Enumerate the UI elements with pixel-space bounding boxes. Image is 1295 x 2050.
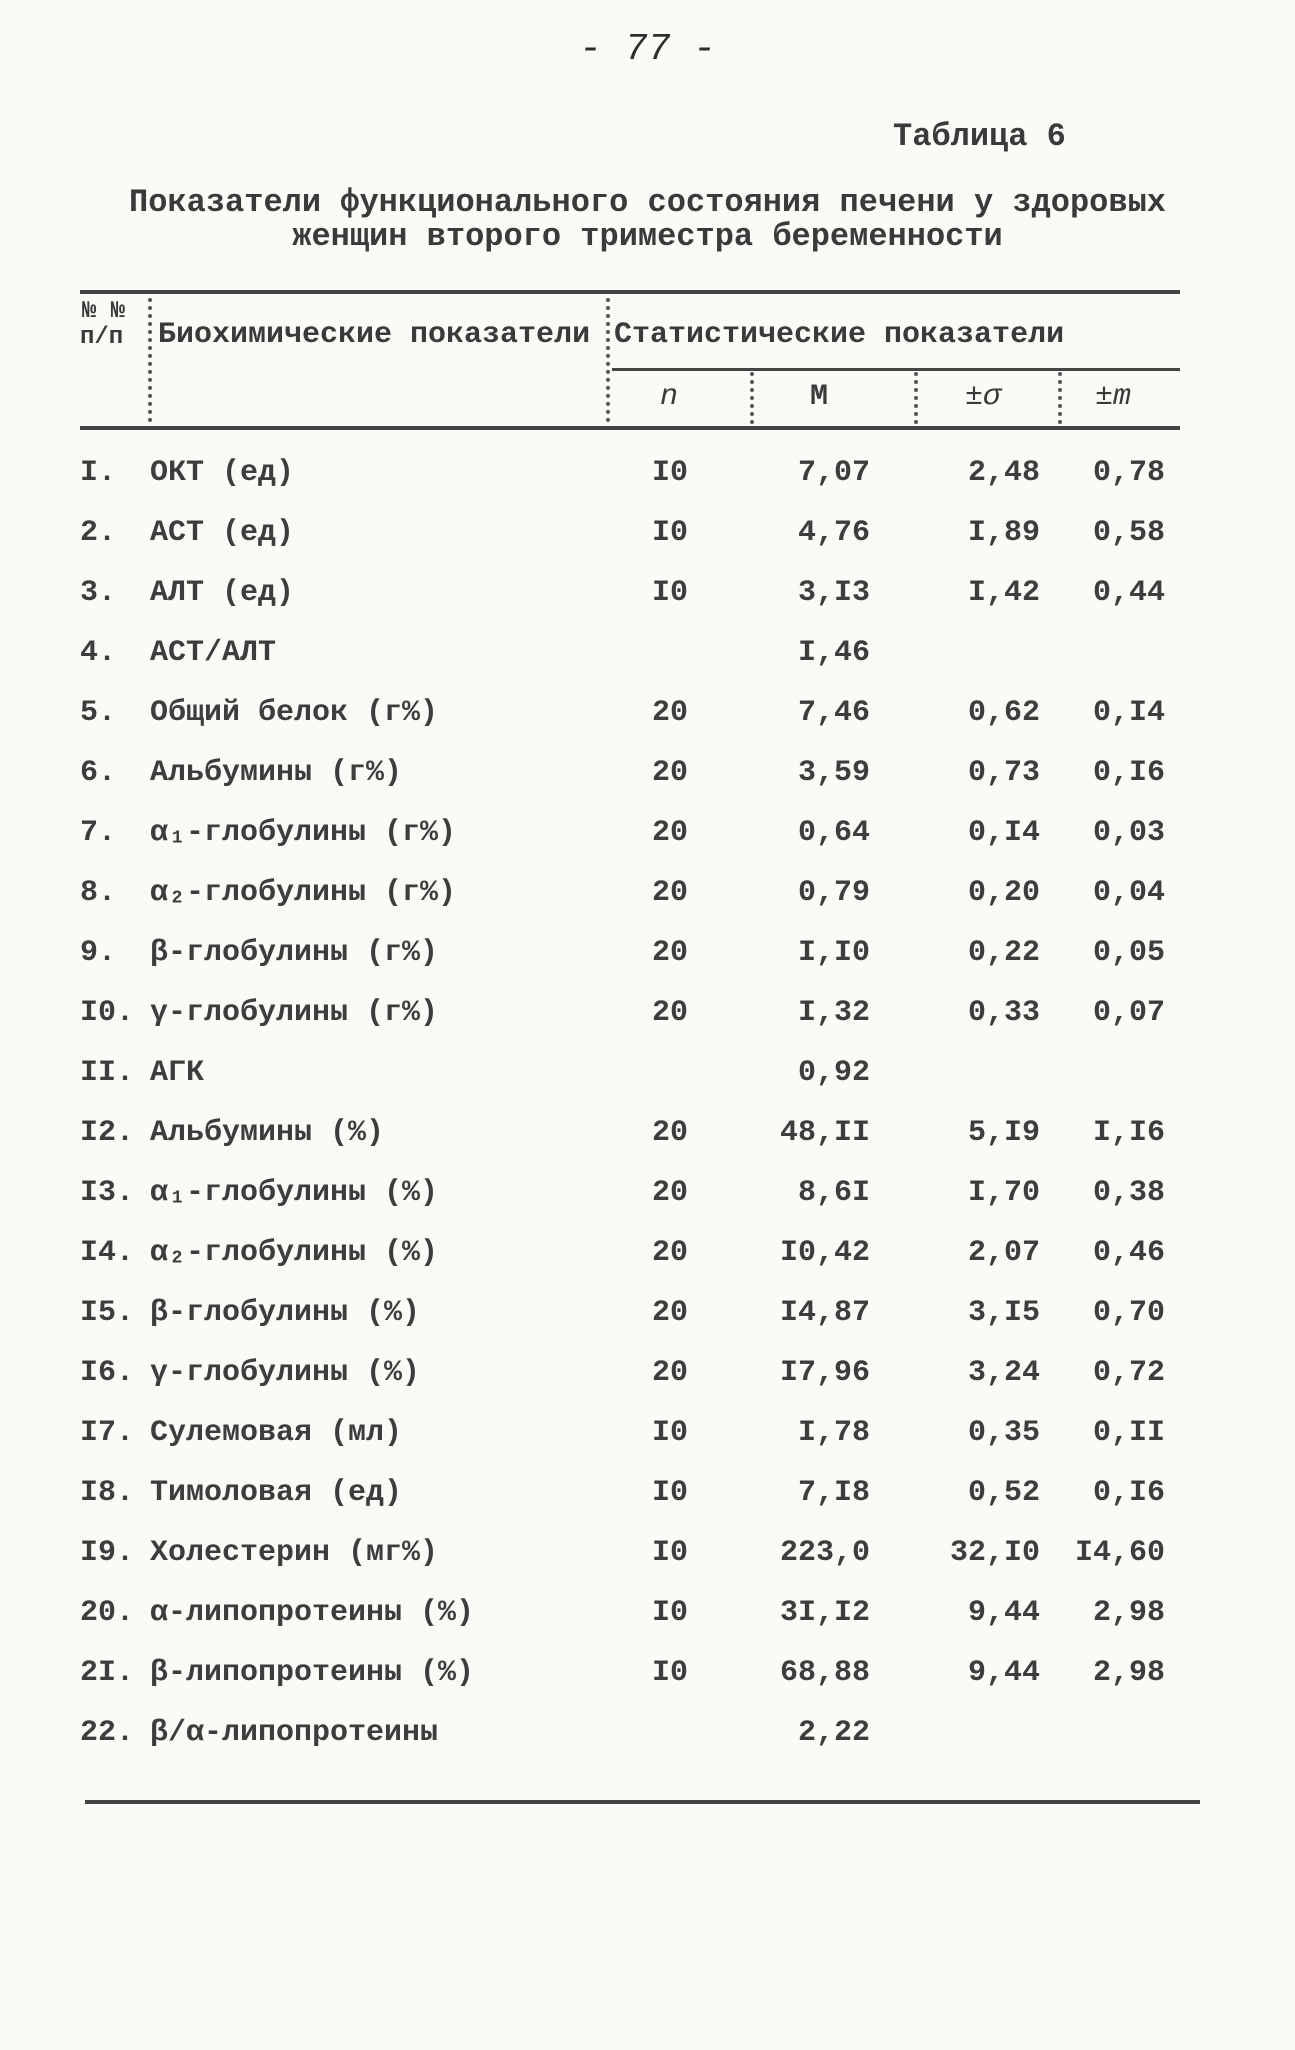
table-row bbox=[0, 936, 1295, 996]
row-sd: 0,20 bbox=[967, 876, 1040, 910]
table-row bbox=[0, 1596, 1295, 1656]
header-sd: ±σ bbox=[965, 380, 1002, 414]
row-sd: 0,73 bbox=[967, 756, 1040, 790]
row-n: 20 bbox=[651, 696, 688, 730]
row-number: 8. bbox=[80, 876, 117, 910]
row-sd: I,89 bbox=[967, 516, 1040, 550]
row-mean: 3,59 bbox=[797, 756, 870, 790]
row-indicator-name: АСТ (ед) bbox=[150, 516, 295, 550]
row-se: 0,05 bbox=[1092, 936, 1165, 970]
row-se: I4,60 bbox=[1074, 1536, 1165, 1570]
row-indicator-name: Холестерин (мг%) bbox=[150, 1536, 439, 1570]
row-number: I0. bbox=[80, 996, 135, 1030]
table-row bbox=[0, 456, 1295, 516]
row-sd: 0,33 bbox=[967, 996, 1040, 1030]
row-se: 0,78 bbox=[1092, 456, 1165, 490]
row-indicator-name: α-липопротеины (%) bbox=[150, 1596, 475, 1630]
row-se: 0,II bbox=[1092, 1416, 1165, 1450]
row-se: 2,98 bbox=[1092, 1596, 1165, 1630]
row-sd: 9,44 bbox=[967, 1656, 1040, 1690]
header-biochem: Биохимические показатели bbox=[158, 318, 591, 352]
table-row bbox=[0, 1416, 1295, 1476]
row-sd: 5,I9 bbox=[967, 1116, 1040, 1150]
row-indicator-name: ОКТ (ед) bbox=[150, 456, 295, 490]
table-row bbox=[0, 876, 1295, 936]
row-number: I7. bbox=[80, 1416, 135, 1450]
table-row bbox=[0, 1116, 1295, 1176]
row-se: 0,07 bbox=[1092, 996, 1165, 1030]
row-number: 22. bbox=[80, 1716, 135, 1750]
row-se: 0,I6 bbox=[1092, 1476, 1165, 1510]
row-number: 6. bbox=[80, 756, 117, 790]
table-row bbox=[0, 1536, 1295, 1596]
row-number: 20. bbox=[80, 1596, 135, 1630]
row-n: I0 bbox=[651, 1536, 688, 1570]
row-mean: 4,76 bbox=[797, 516, 870, 550]
row-n: 20 bbox=[651, 996, 688, 1030]
row-n: 20 bbox=[651, 936, 688, 970]
table-row bbox=[0, 1476, 1295, 1536]
row-mean: I,I0 bbox=[797, 936, 870, 970]
row-mean: 0,92 bbox=[797, 1056, 870, 1090]
row-n: 20 bbox=[651, 1116, 688, 1150]
row-indicator-name: Альбумины (%) bbox=[150, 1116, 385, 1150]
row-se: 0,I6 bbox=[1092, 756, 1165, 790]
row-indicator-name: β-глобулины (%) bbox=[150, 1296, 421, 1330]
row-number: 9. bbox=[80, 936, 117, 970]
row-sd: 9,44 bbox=[967, 1596, 1040, 1630]
row-se: 0,70 bbox=[1092, 1296, 1165, 1330]
row-number: I5. bbox=[80, 1296, 135, 1330]
row-se: 0,58 bbox=[1092, 516, 1165, 550]
row-mean: 7,I8 bbox=[797, 1476, 870, 1510]
row-indicator-name: β-глобулины (г%) bbox=[150, 936, 439, 970]
header-n: n bbox=[660, 380, 679, 414]
table-row bbox=[0, 516, 1295, 576]
table-row bbox=[0, 756, 1295, 816]
row-sd: 2,48 bbox=[967, 456, 1040, 490]
row-mean: 3,I3 bbox=[797, 576, 870, 610]
row-number: I3. bbox=[80, 1176, 135, 1210]
row-number: 4. bbox=[80, 636, 117, 670]
row-number: I8. bbox=[80, 1476, 135, 1510]
table-row bbox=[0, 1236, 1295, 1296]
row-indicator-name: β/α-липопротеины bbox=[150, 1716, 439, 1750]
row-mean: I4,87 bbox=[779, 1296, 870, 1330]
row-se: 0,I4 bbox=[1092, 696, 1165, 730]
row-mean: I0,42 bbox=[779, 1236, 870, 1270]
row-indicator-name: АЛТ (ед) bbox=[150, 576, 295, 610]
row-mean: I,78 bbox=[797, 1416, 870, 1450]
stat-group-rule bbox=[612, 368, 1180, 371]
row-se: 2,98 bbox=[1092, 1656, 1165, 1690]
row-indicator-name: β-липопротеины (%) bbox=[150, 1656, 475, 1690]
table-top-rule bbox=[80, 290, 1180, 294]
row-sd: 0,62 bbox=[967, 696, 1040, 730]
row-number: I6. bbox=[80, 1356, 135, 1390]
row-number: I. bbox=[80, 456, 117, 490]
row-sd: 0,35 bbox=[967, 1416, 1040, 1450]
table-title-line-1: Показатели функционального состояния печени у здоровых bbox=[129, 184, 1166, 221]
row-n: I0 bbox=[651, 456, 688, 490]
row-n: 20 bbox=[651, 876, 688, 910]
row-indicator-name: АСТ/АЛТ bbox=[150, 636, 277, 670]
header-se: ±m bbox=[1095, 380, 1132, 414]
row-n: I0 bbox=[651, 576, 688, 610]
row-number: I2. bbox=[80, 1116, 135, 1150]
row-number: II. bbox=[80, 1056, 135, 1090]
row-indicator-name: Альбумины (г%) bbox=[150, 756, 403, 790]
header-stat: Статистические показатели bbox=[614, 318, 1065, 352]
row-indicator-name: α₂-глобулины (г%) bbox=[150, 876, 457, 910]
row-indicator-name: АГК bbox=[150, 1056, 205, 1090]
row-sd: I,70 bbox=[967, 1176, 1040, 1210]
table-row bbox=[0, 996, 1295, 1056]
row-indicator-name: γ-глобулины (г%) bbox=[150, 996, 439, 1030]
row-se: 0,04 bbox=[1092, 876, 1165, 910]
table-row bbox=[0, 576, 1295, 636]
row-n: I0 bbox=[651, 1596, 688, 1630]
row-mean: 3I,I2 bbox=[779, 1596, 870, 1630]
header-num-line-2: п/п bbox=[80, 324, 124, 351]
row-mean: 8,6I bbox=[797, 1176, 870, 1210]
row-indicator-name: α₁-глобулины (г%) bbox=[150, 816, 457, 850]
row-mean: I7,96 bbox=[779, 1356, 870, 1390]
row-number: I4. bbox=[80, 1236, 135, 1270]
row-n: 20 bbox=[651, 1296, 688, 1330]
row-mean: 7,07 bbox=[797, 456, 870, 490]
row-n: 20 bbox=[651, 816, 688, 850]
row-indicator-name: α₁-глобулины (%) bbox=[150, 1176, 439, 1210]
table-row bbox=[0, 1356, 1295, 1416]
header-bottom-rule bbox=[80, 426, 1180, 430]
row-se: 0,03 bbox=[1092, 816, 1165, 850]
header-num-line-1: № № bbox=[82, 298, 126, 325]
header-separator-5 bbox=[1058, 372, 1062, 424]
table-row bbox=[0, 1296, 1295, 1356]
row-mean: 68,88 bbox=[779, 1656, 870, 1690]
header-separator-1 bbox=[148, 298, 152, 422]
table-row bbox=[0, 1656, 1295, 1716]
row-mean: 48,II bbox=[779, 1116, 870, 1150]
row-mean: 0,79 bbox=[797, 876, 870, 910]
row-sd: 3,24 bbox=[967, 1356, 1040, 1390]
row-number: 7. bbox=[80, 816, 117, 850]
table-row bbox=[0, 1716, 1295, 1776]
row-sd: I,42 bbox=[967, 576, 1040, 610]
row-sd: 0,I4 bbox=[967, 816, 1040, 850]
row-number: 5. bbox=[80, 696, 117, 730]
row-number: 2I. bbox=[80, 1656, 135, 1690]
table-bottom-rule bbox=[85, 1800, 1200, 1804]
header-separator-2 bbox=[606, 298, 610, 422]
row-sd: 32,I0 bbox=[949, 1536, 1040, 1570]
header-m: M bbox=[810, 380, 829, 414]
row-sd: 2,07 bbox=[967, 1236, 1040, 1270]
row-n: I0 bbox=[651, 516, 688, 550]
table-row bbox=[0, 1176, 1295, 1236]
row-mean: 7,46 bbox=[797, 696, 870, 730]
table-row bbox=[0, 636, 1295, 696]
row-n: I0 bbox=[651, 1656, 688, 1690]
row-mean: I,46 bbox=[797, 636, 870, 670]
row-mean: 223,0 bbox=[779, 1536, 870, 1570]
row-mean: 0,64 bbox=[797, 816, 870, 850]
row-se: 0,44 bbox=[1092, 576, 1165, 610]
row-sd: 0,52 bbox=[967, 1476, 1040, 1510]
row-indicator-name: Общий белок (г%) bbox=[150, 696, 439, 730]
table-label: Таблица 6 bbox=[893, 118, 1066, 155]
table-row bbox=[0, 696, 1295, 756]
row-se: 0,72 bbox=[1092, 1356, 1165, 1390]
row-n: I0 bbox=[651, 1476, 688, 1510]
row-mean: I,32 bbox=[797, 996, 870, 1030]
table-row bbox=[0, 816, 1295, 876]
row-n: 20 bbox=[651, 1356, 688, 1390]
row-sd: 3,I5 bbox=[967, 1296, 1040, 1330]
row-sd: 0,22 bbox=[967, 936, 1040, 970]
row-se: I,I6 bbox=[1092, 1116, 1165, 1150]
header-separator-4 bbox=[914, 372, 918, 424]
row-number: 2. bbox=[80, 516, 117, 550]
row-indicator-name: α₂-глобулины (%) bbox=[150, 1236, 439, 1270]
page-number: - 77 - bbox=[579, 28, 716, 71]
row-number: I9. bbox=[80, 1536, 135, 1570]
table-title-line-2: женщин второго триместра беременности bbox=[292, 218, 1003, 255]
row-mean: 2,22 bbox=[797, 1716, 870, 1750]
table-row bbox=[0, 1056, 1295, 1116]
header-separator-3 bbox=[750, 372, 754, 424]
row-n: I0 bbox=[651, 1416, 688, 1450]
row-se: 0,46 bbox=[1092, 1236, 1165, 1270]
row-n: 20 bbox=[651, 756, 688, 790]
row-number: 3. bbox=[80, 576, 117, 610]
row-indicator-name: Сулемовая (мл) bbox=[150, 1416, 403, 1450]
row-n: 20 bbox=[651, 1176, 688, 1210]
row-n: 20 bbox=[651, 1236, 688, 1270]
row-indicator-name: γ-глобулины (%) bbox=[150, 1356, 421, 1390]
row-se: 0,38 bbox=[1092, 1176, 1165, 1210]
row-indicator-name: Тимоловая (ед) bbox=[150, 1476, 403, 1510]
